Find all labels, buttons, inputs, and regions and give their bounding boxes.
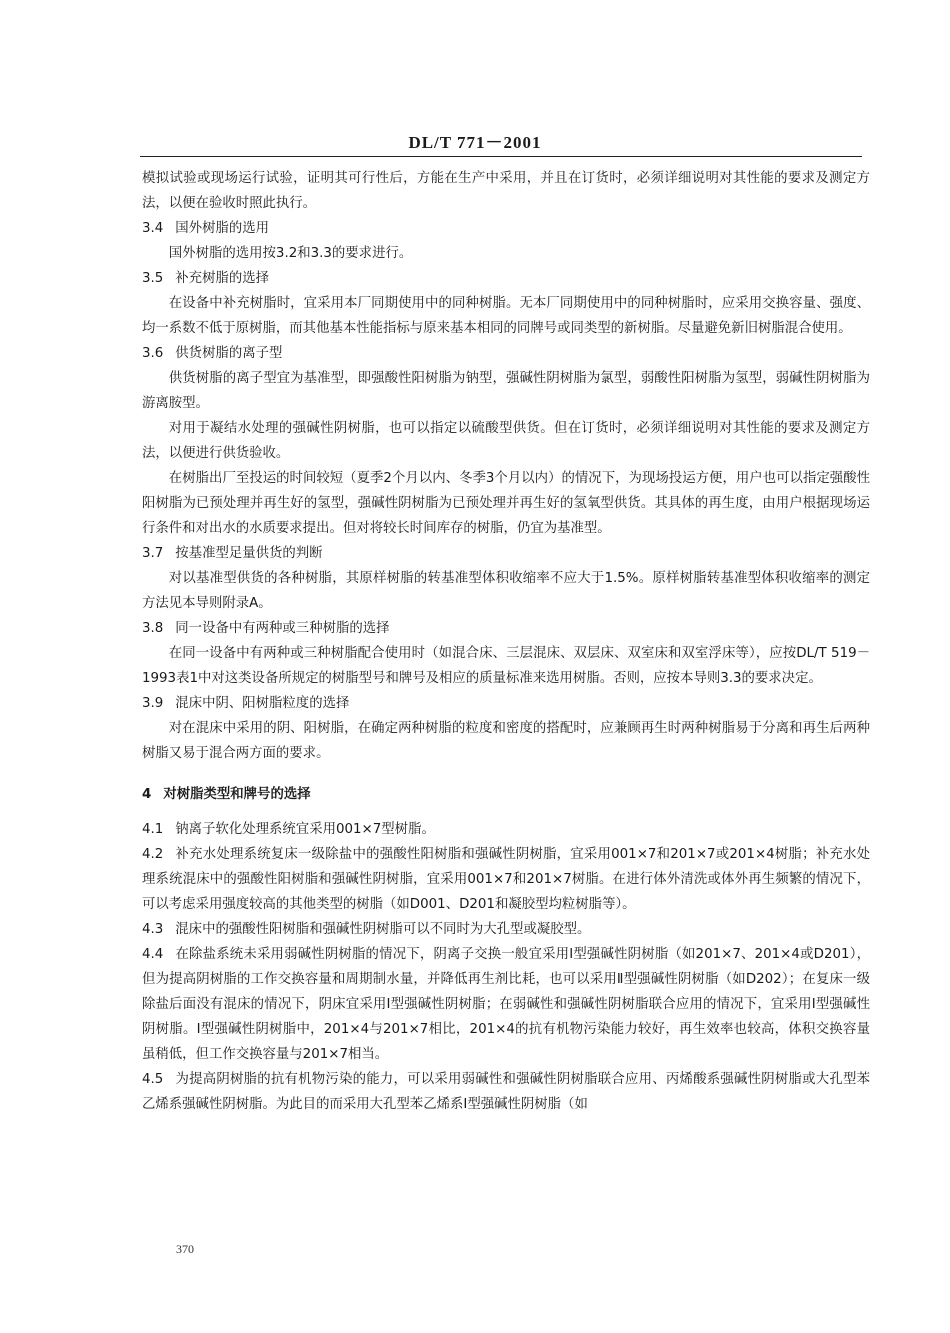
section-4-5: 4.5 为提高阴树脂的抗有机物污染的能力，可以采用弱碱性和强碱性阴树脂联合应用、丙烯酸系强碱性阴树脂或大孔型苯乙烯系强碱性阴树脂。为此目的而采用大孔型苯乙烯系Ⅰ型强碱性阴树脂（如: [142, 1072, 870, 1112]
page-number: 370: [176, 1242, 194, 1256]
document-body: [142, 166, 870, 1117]
paragraph-continued: 模拟试验或现场运行试验，证明其可行性后，方能在生产中采用，并且在订货时，必须详细说明对其性能的要求及测定方法，以便在验收时照此执行。: [142, 171, 870, 211]
section-4-3: 4.3 混床中的强酸性阳树脂和强碱性阴树脂可以不同时为大孔型或凝胶型。: [142, 922, 591, 937]
section-4-heading: 4 对树脂类型和牌号的选择: [142, 787, 311, 802]
section-4-1: 4.1 钠离子软化处理系统宜采用001×7型树脂。: [142, 822, 435, 837]
section-3-5-text: 在设备中补充树脂时，宜采用本厂同期使用中的同种树脂。无本厂同期使用中的同种树脂时，应采用交换容量、强度、均一系数不低于原树脂，而其他基本性能指标与原来基本相同的同牌号或同类型的新树脂。尽量避免新旧树脂混合使用。: [142, 296, 870, 336]
section-3-4-text: 国外树脂的选用按3.2和3.3的要求进行。: [168, 246, 413, 261]
section-3-4-heading: 3.4 国外树脂的选用: [142, 221, 270, 236]
section-3-6-text-3: 在树脂出厂至投运的时间较短（夏季2个月以内、冬季3个月以内）的情况下，为现场投运方便，用户也可以指定强酸性阳树脂为已预处理并再生好的氢型，强碱性阴树脂为已预处理并再生好的氢氧型供货。其具体的再生度，由用户根据现场运行条件和对出水的水质要求提出。但对将较长时间库存的树脂，仍宜为基准型。: [142, 471, 870, 536]
section-4-2: 4.2 补充水处理系统复床一级除盐中的强酸性阳树脂和强碱性阴树脂，宜采用001×7和201×7或201×4树脂；补充水处理系统混床中的强酸性阳树脂和强碱性阴树脂，宜采用001×7和201×7树脂。在进行体外清洗或体外再生频繁的情况下，可以考虑采用强度较高的其他类型的树脂（如D001、D201和凝胶型均粒树脂等）。: [142, 847, 870, 912]
section-3-8-text: 在同一设备中有两种或三种树脂配合使用时（如混合床、三层混床、双层床、双室床和双室浮床等），应按DL/T 519－1993表1中对这类设备所规定的树脂型号和牌号及相应的质量标准来选用树脂。否则，应按本导则3.3的要求决定。: [142, 646, 870, 686]
section-3-7-text: 对以基准型供货的各种树脂，其原样树脂的转基准型体积收缩率不应大于1.5%。原样树脂转基准型体积收缩率的测定方法见本导则附录A。: [142, 571, 870, 611]
section-4-4: 4.4 在除盐系统未采用弱碱性阴树脂的情况下，阴离子交换一般宜采用Ⅰ型强碱性阴树脂（如201×7、201×4或D201），但为提高阴树脂的工作交换容量和周期制水量，并降低再生剂比耗，也可以采用Ⅱ型强碱性阴树脂（如D202）；在复床一级除盐后面没有混床的情况下，阴床宜采用Ⅰ型强碱性阴树脂；在弱碱性和强碱性阴树脂联合应用的情况下，宜采用Ⅰ型强碱性阴树脂。Ⅰ型强碱性阴树脂中，201×4与201×7相比，201×4的抗有机物污染能力较好，再生效率也较高，体积交换容量虽稍低，但工作交换容量与201×7相当。: [142, 947, 870, 1062]
section-3-9-text: 对在混床中采用的阴、阳树脂，在确定两种树脂的粒度和密度的搭配时，应兼顾再生时两种树脂易于分离和再生后两种树脂又易于混合两方面的要求。: [142, 721, 870, 761]
header-rule: [140, 156, 862, 157]
section-3-7-heading: 3.7 按基准型足量供货的判断: [142, 546, 323, 561]
section-3-5-heading: 3.5 补充树脂的选择: [142, 271, 270, 286]
section-3-8-heading: 3.8 同一设备中有两种或三种树脂的选择: [142, 621, 390, 636]
section-3-6-heading: 3.6 供货树脂的离子型: [142, 346, 283, 361]
section-3-6-text-2: 对用于凝结水处理的强碱性阴树脂，也可以指定以硫酸型供货。但在订货时，必须详细说明对其性能的要求及测定方法，以便进行供货验收。: [142, 421, 870, 461]
page-header: DL/T 771－2001: [408, 133, 542, 152]
section-3-9-heading: 3.9 混床中阴、阳树脂粒度的选择: [142, 696, 350, 711]
section-3-6-text-1: 供货树脂的离子型宜为基准型，即强酸性阳树脂为钠型，强碱性阴树脂为氯型，弱酸性阳树脂为氢型，弱碱性阴树脂为游离胺型。: [142, 371, 870, 411]
